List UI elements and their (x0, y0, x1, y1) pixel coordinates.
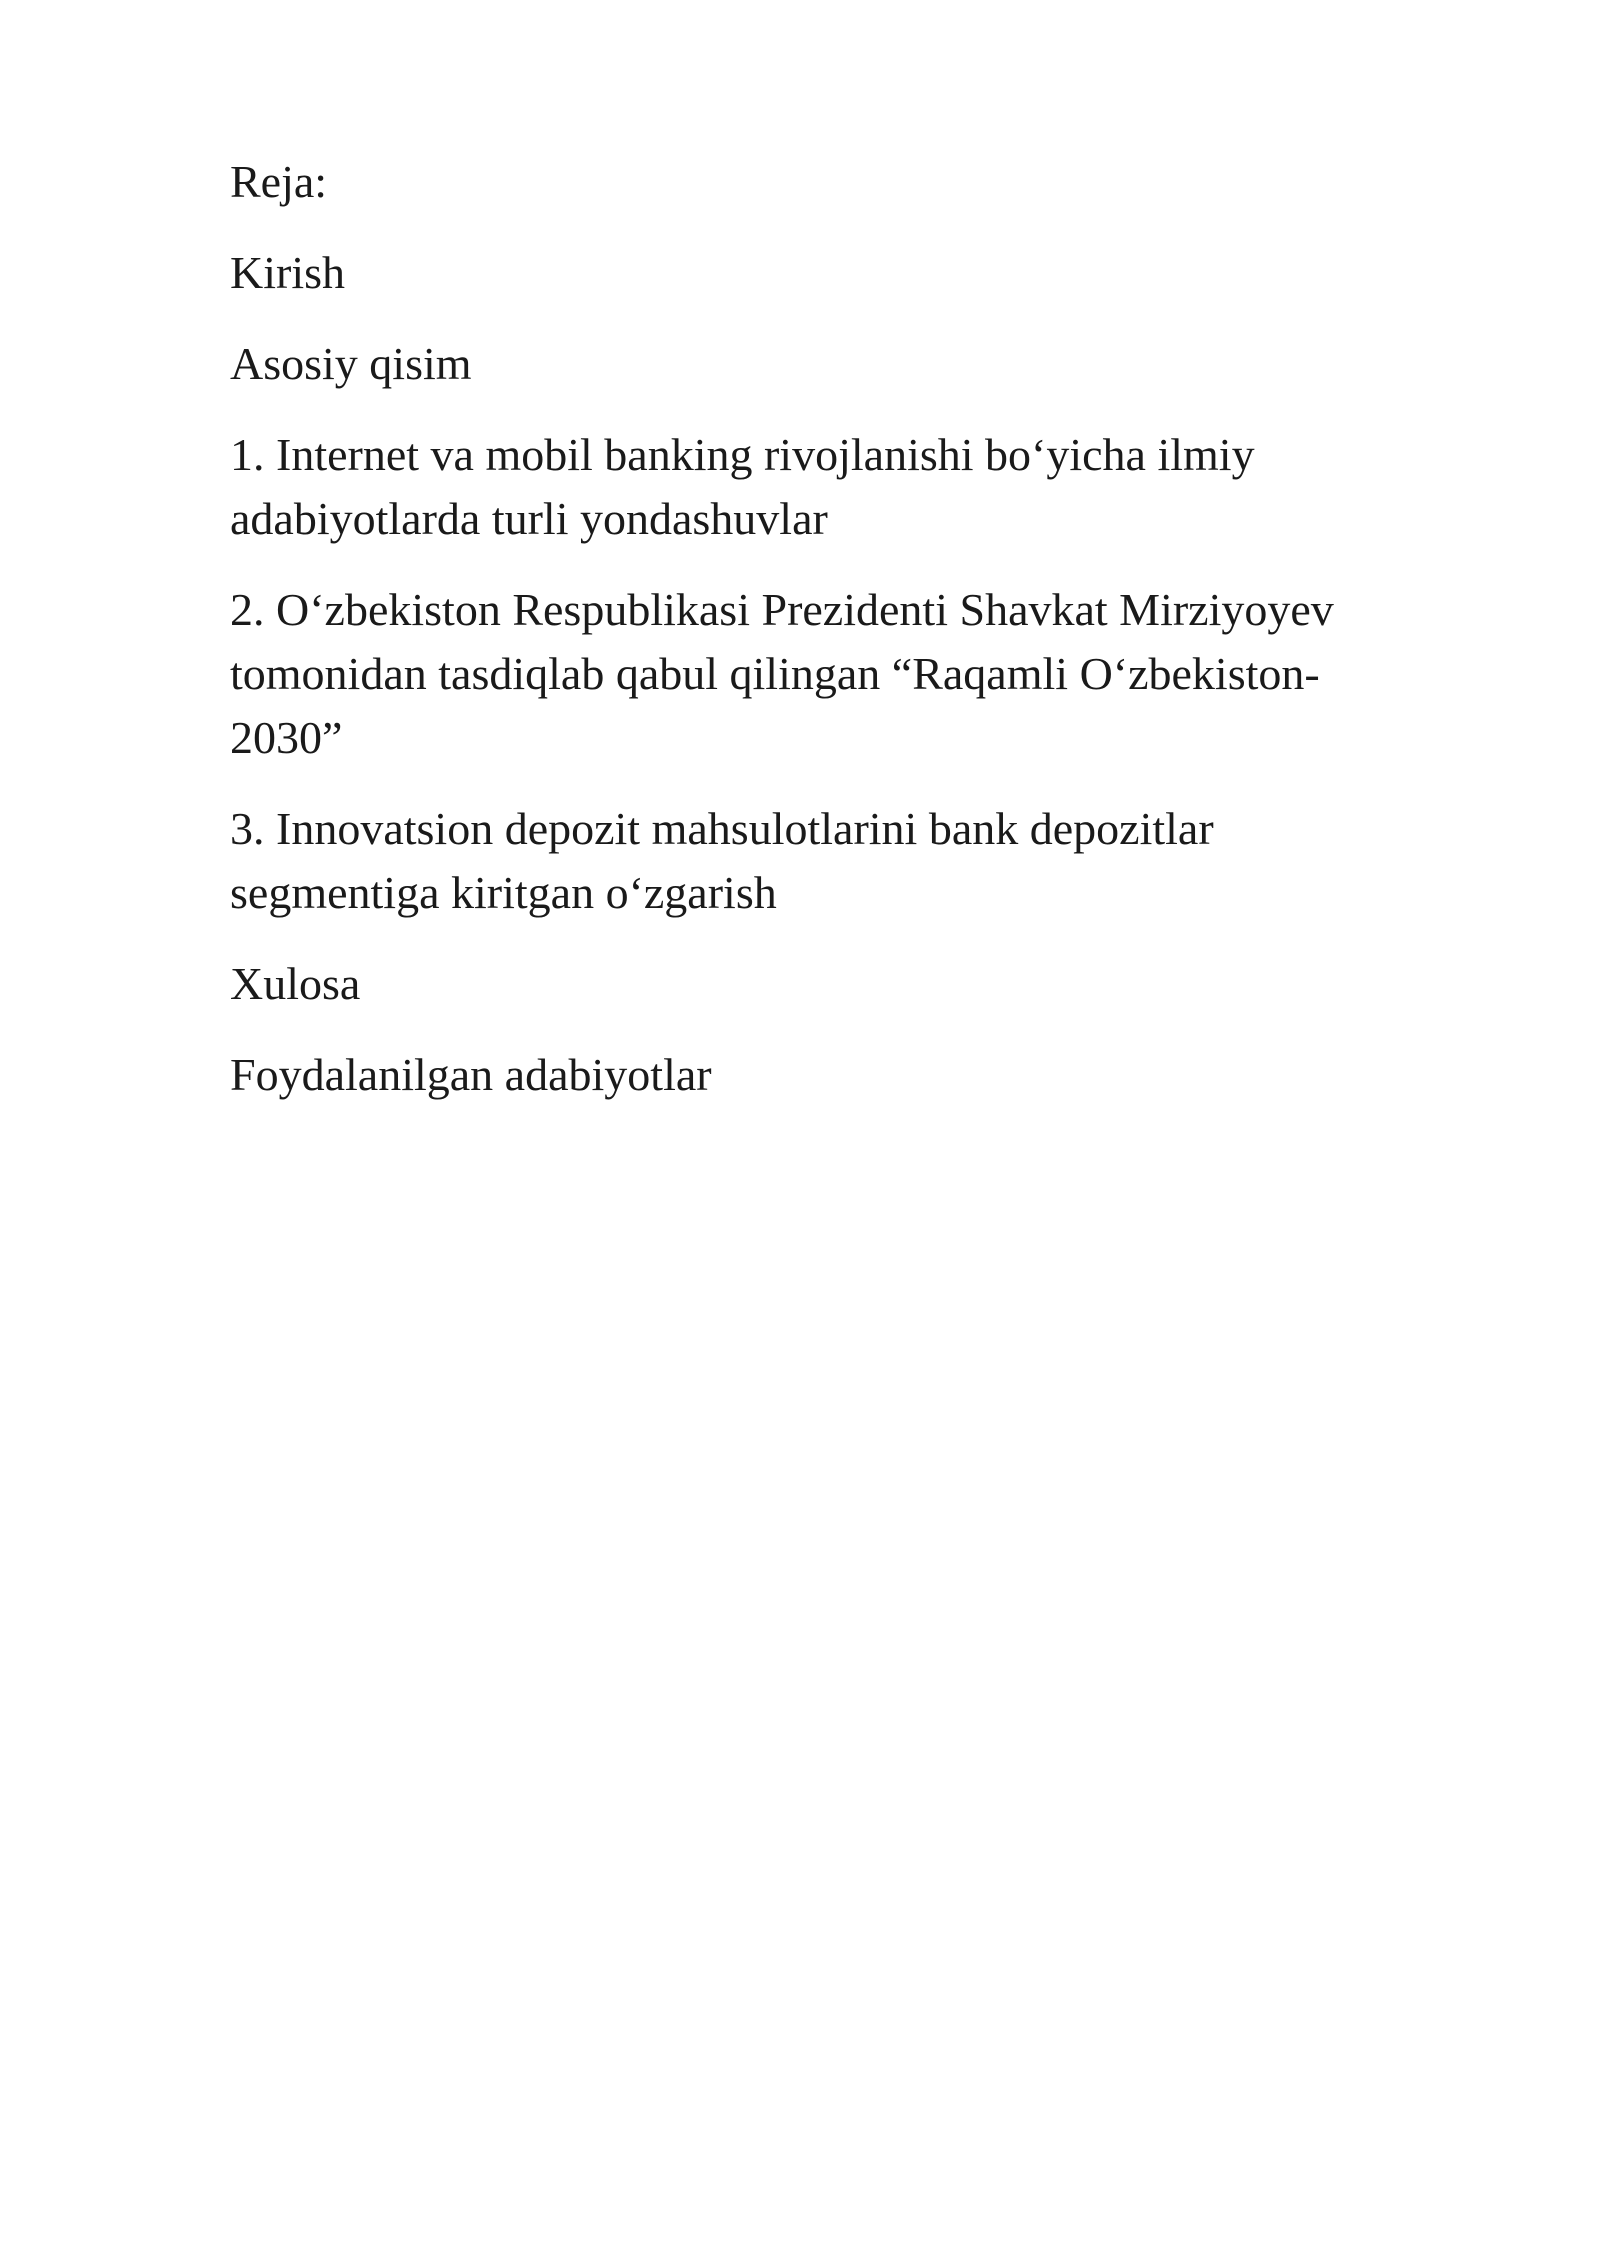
plan-item-section-2: 2. O‘zbekiston Respublikasi Prezidenti Shavkat Mirziyoyev tomonidan tasdiqlab qabul qilingan “Raqamli O‘zbekiston-2030” (230, 584, 1334, 763)
plan-item-section-3: 3. Innovatsion depozit mahsulotlarini bank depozitlar segmentiga kiritgan o‘zgarish (230, 803, 1214, 918)
plan-item-conclusion: Xulosa (230, 958, 361, 1009)
plan-content (230, 150, 1430, 1134)
plan-item-section-1: 1. Internet va mobil banking rivojlanishi bo‘yicha ilmiy adabiyotlarda turli yondashuvlar (230, 429, 1255, 544)
plan-item-main-part: Asosiy qisim (230, 338, 472, 389)
plan-heading: Reja: (230, 156, 328, 207)
plan-item-introduction: Kirish (230, 247, 345, 298)
plan-item-references: Foydalanilgan adabiyotlar (230, 1049, 712, 1100)
